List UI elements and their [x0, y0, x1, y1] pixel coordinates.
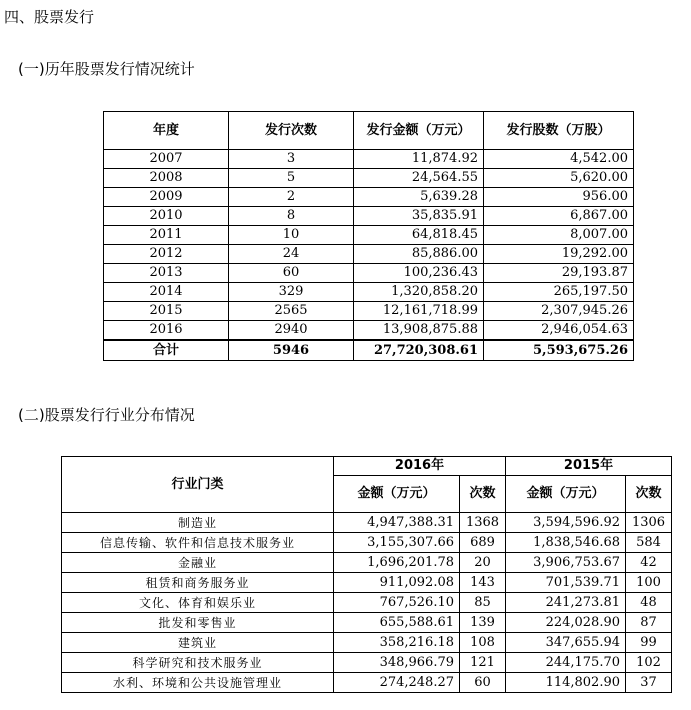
cell-year: 2008	[104, 169, 229, 188]
table-row	[62, 553, 672, 573]
cell-shares: 8,007.00	[484, 226, 634, 245]
cell-amount-2015: 241,273.81	[506, 593, 626, 613]
cell-amount-2015: 3,906,753.67	[506, 553, 626, 573]
header-amount: 发行金额（万元）	[354, 112, 484, 150]
cell-year: 2014	[104, 283, 229, 302]
cell-amount-2016: 358,216.18	[334, 633, 460, 653]
cell-industry: 水利、环境和公共设施管理业	[62, 673, 334, 693]
cell-amount: 5,639.28	[354, 188, 484, 207]
cell-count-2016: 20	[460, 553, 506, 573]
cell-count-2015: 100	[626, 573, 672, 593]
table-row	[62, 673, 672, 693]
cell-count-2015: 42	[626, 553, 672, 573]
total-amount: 27,720,308.61	[354, 340, 484, 361]
cell-amount-2015: 224,028.90	[506, 613, 626, 633]
cell-amount-2016: 655,588.61	[334, 613, 460, 633]
table-row	[62, 573, 672, 593]
annual-issuance-table	[103, 111, 634, 361]
cell-amount-2015: 1,838,546.68	[506, 533, 626, 553]
cell-amount-2015: 347,655.94	[506, 633, 626, 653]
table-row	[104, 321, 634, 341]
cell-count-2016: 60	[460, 673, 506, 693]
cell-count-2015: 99	[626, 633, 672, 653]
cell-shares: 4,542.00	[484, 150, 634, 169]
table-row	[62, 533, 672, 553]
cell-amount: 64,818.45	[354, 226, 484, 245]
cell-count-2016: 108	[460, 633, 506, 653]
cell-amount-2015: 244,175.70	[506, 653, 626, 673]
cell-year: 2012	[104, 245, 229, 264]
header-count-2016: 次数	[460, 476, 506, 513]
cell-count-2015: 37	[626, 673, 672, 693]
header-count-2015: 次数	[626, 476, 672, 513]
cell-year: 2007	[104, 150, 229, 169]
cell-shares: 956.00	[484, 188, 634, 207]
cell-shares: 265,197.50	[484, 283, 634, 302]
cell-count: 24	[229, 245, 354, 264]
table-row	[62, 513, 672, 533]
header-year-2015: 2015年	[506, 457, 672, 476]
industry-distribution-table	[61, 456, 672, 693]
cell-count-2016: 689	[460, 533, 506, 553]
cell-amount-2015: 3,594,596.92	[506, 513, 626, 533]
cell-count: 8	[229, 207, 354, 226]
cell-amount-2016: 3,155,307.66	[334, 533, 460, 553]
table-row	[104, 150, 634, 169]
cell-count: 3	[229, 150, 354, 169]
cell-count-2016: 121	[460, 653, 506, 673]
total-label: 合计	[104, 340, 229, 361]
cell-amount: 11,874.92	[354, 150, 484, 169]
cell-shares: 2,946,054.63	[484, 321, 634, 341]
total-row	[104, 340, 634, 361]
cell-amount-2016: 911,092.08	[334, 573, 460, 593]
subsection-title-annual: (一)历年股票发行情况统计	[18, 60, 195, 78]
cell-count: 60	[229, 264, 354, 283]
table-header-row	[62, 457, 672, 476]
header-shares: 发行股数（万股）	[484, 112, 634, 150]
cell-count: 329	[229, 283, 354, 302]
cell-industry: 文化、体育和娱乐业	[62, 593, 334, 613]
cell-industry: 批发和零售业	[62, 613, 334, 633]
cell-shares: 29,193.87	[484, 264, 634, 283]
table-row	[104, 245, 634, 264]
cell-count-2016: 1368	[460, 513, 506, 533]
table-row	[104, 264, 634, 283]
cell-amount: 24,564.55	[354, 169, 484, 188]
cell-amount-2016: 767,526.10	[334, 593, 460, 613]
cell-count-2015: 1306	[626, 513, 672, 533]
table-row	[104, 283, 634, 302]
table-row	[104, 226, 634, 245]
cell-amount-2016: 348,966.79	[334, 653, 460, 673]
cell-amount: 100,236.43	[354, 264, 484, 283]
header-industry: 行业门类	[62, 457, 334, 513]
subsection-title-industry: (二)股票发行行业分布情况	[18, 406, 195, 424]
cell-industry: 信息传输、软件和信息技术服务业	[62, 533, 334, 553]
cell-amount-2016: 1,696,201.78	[334, 553, 460, 573]
table-row	[62, 593, 672, 613]
cell-amount: 85,886.00	[354, 245, 484, 264]
cell-count-2015: 48	[626, 593, 672, 613]
cell-shares: 2,307,945.26	[484, 302, 634, 321]
cell-count-2016: 143	[460, 573, 506, 593]
table-row	[62, 613, 672, 633]
table-header-row	[104, 112, 634, 150]
cell-year: 2016	[104, 321, 229, 341]
cell-count: 2565	[229, 302, 354, 321]
cell-amount-2016: 274,248.27	[334, 673, 460, 693]
cell-industry: 租赁和商务服务业	[62, 573, 334, 593]
table-row	[62, 633, 672, 653]
cell-count: 2940	[229, 321, 354, 341]
table-row	[104, 302, 634, 321]
cell-count: 2	[229, 188, 354, 207]
cell-year: 2009	[104, 188, 229, 207]
cell-amount: 13,908,875.88	[354, 321, 484, 341]
cell-count: 5	[229, 169, 354, 188]
table-row	[104, 188, 634, 207]
cell-amount: 12,161,718.99	[354, 302, 484, 321]
cell-count-2016: 139	[460, 613, 506, 633]
header-amount-2016: 金额（万元）	[334, 476, 460, 513]
cell-amount: 1,320,858.20	[354, 283, 484, 302]
cell-count-2016: 85	[460, 593, 506, 613]
header-count: 发行次数	[229, 112, 354, 150]
cell-amount: 35,835.91	[354, 207, 484, 226]
cell-shares: 6,867.00	[484, 207, 634, 226]
header-year-2016: 2016年	[334, 457, 506, 476]
header-amount-2015: 金额（万元）	[506, 476, 626, 513]
total-count: 5946	[229, 340, 354, 361]
cell-amount-2015: 701,539.71	[506, 573, 626, 593]
cell-year: 2015	[104, 302, 229, 321]
section-title: 四、股票发行	[4, 8, 95, 26]
cell-industry: 金融业	[62, 553, 334, 573]
table-row	[104, 207, 634, 226]
cell-count-2015: 87	[626, 613, 672, 633]
cell-shares: 5,620.00	[484, 169, 634, 188]
cell-count-2015: 584	[626, 533, 672, 553]
cell-year: 2010	[104, 207, 229, 226]
table-row	[62, 653, 672, 673]
cell-industry: 制造业	[62, 513, 334, 533]
table-row	[104, 169, 634, 188]
cell-industry: 科学研究和技术服务业	[62, 653, 334, 673]
total-shares: 5,593,675.26	[484, 340, 634, 361]
cell-shares: 19,292.00	[484, 245, 634, 264]
cell-amount-2016: 4,947,388.31	[334, 513, 460, 533]
cell-year: 2011	[104, 226, 229, 245]
cell-count: 10	[229, 226, 354, 245]
cell-count-2015: 102	[626, 653, 672, 673]
cell-year: 2013	[104, 264, 229, 283]
header-year: 年度	[104, 112, 229, 150]
cell-amount-2015: 114,802.90	[506, 673, 626, 693]
cell-industry: 建筑业	[62, 633, 334, 653]
